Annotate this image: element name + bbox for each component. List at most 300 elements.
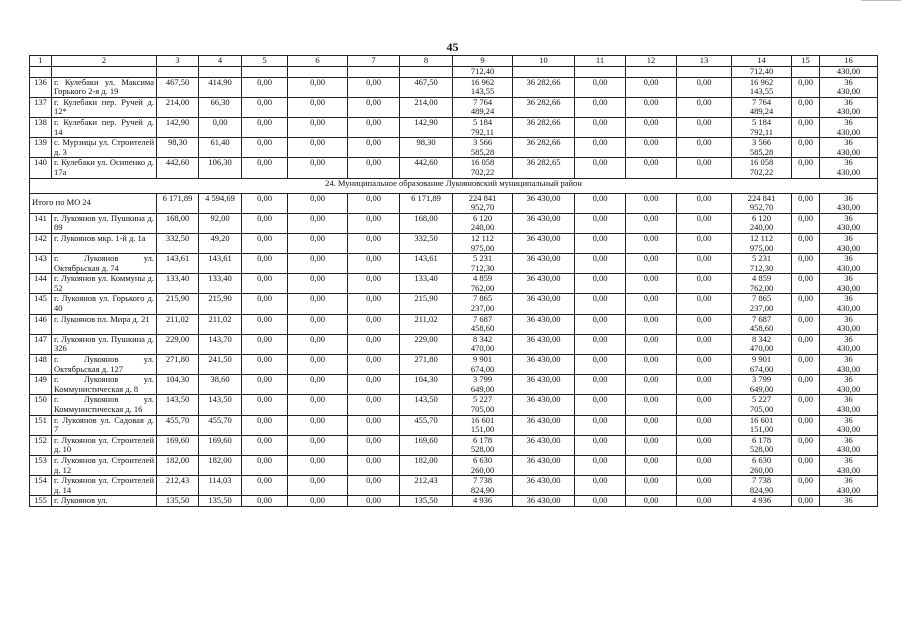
value-cell: 36 430,00 xyxy=(820,415,878,435)
value-cell: 0,00 xyxy=(288,355,348,375)
column-header: 8 xyxy=(400,56,453,67)
value-cell: 36 430,00 xyxy=(513,435,575,455)
value-cell: 0,00 xyxy=(348,233,400,253)
value-cell: 0,00 xyxy=(792,496,820,507)
value-cell: 36 430,00 xyxy=(820,274,878,294)
value-cell: 135,50 xyxy=(157,496,199,507)
value-cell: 0,00 xyxy=(575,395,626,415)
value-cell: 0,00 xyxy=(677,233,732,253)
address-cell: г. Кулебаки пер. Ручей д. 12* xyxy=(52,97,157,117)
carry-cell xyxy=(348,67,400,78)
table-row xyxy=(30,476,878,496)
value-cell: 0,00 xyxy=(792,158,820,178)
row-number: 149 xyxy=(30,375,52,395)
value-cell: 7 687 458,60 xyxy=(732,314,792,334)
table-row xyxy=(30,77,878,97)
value-cell: 36 430,00 xyxy=(513,213,575,233)
value-cell: 0,00 xyxy=(288,213,348,233)
value-cell: 0,00 xyxy=(288,395,348,415)
carry-cell xyxy=(626,67,677,78)
value-cell: 5 184 792,11 xyxy=(453,117,513,137)
address-cell: г. Кулебаки пер. Ручей д. 14 xyxy=(52,117,157,137)
value-cell: 5 227 705,00 xyxy=(453,395,513,415)
total-value: 0,00 xyxy=(348,193,400,213)
address-cell: г. Лукоянов ул. Строителей д. 10 xyxy=(52,435,157,455)
value-cell: 143,50 xyxy=(199,395,242,415)
value-cell: 182,00 xyxy=(199,455,242,475)
value-cell: 211,02 xyxy=(157,314,199,334)
value-cell: 0,00 xyxy=(677,435,732,455)
carry-over-row xyxy=(30,67,878,78)
column-header: 15 xyxy=(792,56,820,67)
address-cell: г. Лукоянов ул. Строителей д. 12 xyxy=(52,455,157,475)
value-cell: 212,43 xyxy=(157,476,199,496)
value-cell: 0,00 xyxy=(792,476,820,496)
value-cell: 271,80 xyxy=(400,355,453,375)
value-cell: 0,00 xyxy=(242,294,288,314)
row-number: 155 xyxy=(30,496,52,507)
value-cell: 0,00 xyxy=(575,415,626,435)
section-title: 24. Муниципальное образование Лукояновский муниципальный район xyxy=(30,178,878,193)
value-cell: 0,00 xyxy=(575,158,626,178)
total-value: 0,00 xyxy=(626,193,677,213)
carry-cell xyxy=(199,67,242,78)
value-cell: 0,00 xyxy=(677,395,732,415)
value-cell: 169,60 xyxy=(400,435,453,455)
address-cell: г. Лукоянов ул. xyxy=(52,496,157,507)
value-cell: 0,00 xyxy=(677,294,732,314)
value-cell: 0,00 xyxy=(242,395,288,415)
value-cell: 0,00 xyxy=(792,294,820,314)
value-cell: 36 430,00 xyxy=(513,294,575,314)
table-row xyxy=(30,334,878,354)
value-cell: 7 687 458,60 xyxy=(453,314,513,334)
value-cell: 214,00 xyxy=(400,97,453,117)
value-cell: 271,80 xyxy=(157,355,199,375)
value-cell: 0,00 xyxy=(348,334,400,354)
value-cell: 0,00 xyxy=(677,274,732,294)
value-cell: 36 430,00 xyxy=(820,314,878,334)
value-cell: 0,00 xyxy=(677,334,732,354)
value-cell: 143,50 xyxy=(400,395,453,415)
value-cell: 7 865 237,00 xyxy=(732,294,792,314)
value-cell: 0,00 xyxy=(288,314,348,334)
value-cell: 215,90 xyxy=(157,294,199,314)
value-cell: 0,00 xyxy=(677,213,732,233)
value-cell: 0,00 xyxy=(575,476,626,496)
value-cell: 6 630 260,00 xyxy=(732,455,792,475)
value-cell: 36 282,66 xyxy=(513,77,575,97)
value-cell: 7 865 237,00 xyxy=(453,294,513,314)
header-row xyxy=(30,56,878,67)
value-cell: 0,00 xyxy=(626,355,677,375)
value-cell: 467,50 xyxy=(400,77,453,97)
value-cell: 38,60 xyxy=(199,375,242,395)
value-cell: 36 430,00 xyxy=(820,158,878,178)
value-cell: 0,00 xyxy=(288,274,348,294)
column-header: 11 xyxy=(575,56,626,67)
table-row xyxy=(30,314,878,334)
value-cell: 215,90 xyxy=(199,294,242,314)
value-cell: 0,00 xyxy=(348,375,400,395)
value-cell: 455,70 xyxy=(400,415,453,435)
table-row xyxy=(30,375,878,395)
total-value: 0,00 xyxy=(288,193,348,213)
value-cell: 0,00 xyxy=(242,97,288,117)
row-number: 154 xyxy=(30,476,52,496)
table-row xyxy=(30,395,878,415)
address-cell: г. Кулебаки ул. Осипенко д. 17а xyxy=(52,158,157,178)
value-cell: 4 859 762,00 xyxy=(732,274,792,294)
value-cell: 36 430,00 xyxy=(820,213,878,233)
value-cell: 143,50 xyxy=(157,395,199,415)
total-value: 0,00 xyxy=(792,193,820,213)
value-cell: 0,00 xyxy=(677,97,732,117)
value-cell: 414,90 xyxy=(199,77,242,97)
table-row xyxy=(30,435,878,455)
value-cell: 0,00 xyxy=(626,254,677,274)
value-cell: 0,00 xyxy=(626,415,677,435)
value-cell: 0,00 xyxy=(792,97,820,117)
value-cell: 36 430,00 xyxy=(820,375,878,395)
value-cell: 36 430,00 xyxy=(513,355,575,375)
value-cell: 16 601 151,00 xyxy=(732,415,792,435)
table-row xyxy=(30,158,878,178)
address-cell: г. Лукоянов ул. Октябрьская д. 127 xyxy=(52,355,157,375)
value-cell: 0,00 xyxy=(242,334,288,354)
value-cell: 6 120 240,00 xyxy=(453,213,513,233)
value-cell: 0,00 xyxy=(792,334,820,354)
value-cell: 0,00 xyxy=(626,334,677,354)
value-cell: 133,40 xyxy=(199,274,242,294)
value-cell: 0,00 xyxy=(348,415,400,435)
value-cell: 442,60 xyxy=(157,158,199,178)
total-value: 0,00 xyxy=(677,193,732,213)
value-cell: 168,00 xyxy=(157,213,199,233)
value-cell: 0,00 xyxy=(626,476,677,496)
value-cell: 455,70 xyxy=(157,415,199,435)
row-number: 153 xyxy=(30,455,52,475)
total-value: 6 171,89 xyxy=(157,193,199,213)
value-cell: 0,00 xyxy=(242,476,288,496)
value-cell: 0,00 xyxy=(288,138,348,158)
value-cell: 0,00 xyxy=(575,496,626,507)
address-cell: г. Кулебаки ул. Максима Горького 2-я д. 19 xyxy=(52,77,157,97)
carry-cell xyxy=(792,67,820,78)
table-row xyxy=(30,213,878,233)
address-cell: г. Лукоянов ул. Коммунистическая д. 16 xyxy=(52,395,157,415)
value-cell: 36 430,00 xyxy=(513,274,575,294)
column-header: 6 xyxy=(288,56,348,67)
value-cell: 0,00 xyxy=(348,476,400,496)
table-row xyxy=(30,117,878,137)
value-cell: 0,00 xyxy=(575,334,626,354)
value-cell: 0,00 xyxy=(242,314,288,334)
value-cell: 16 962 143,55 xyxy=(732,77,792,97)
table-row xyxy=(30,355,878,375)
value-cell: 182,00 xyxy=(157,455,199,475)
value-cell: 0,00 xyxy=(792,314,820,334)
value-cell: 0,00 xyxy=(575,455,626,475)
value-cell: 0,00 xyxy=(288,476,348,496)
total-value: 224 841 952,70 xyxy=(453,193,513,213)
row-number: 136 xyxy=(30,77,52,97)
carry-cell xyxy=(677,67,732,78)
value-cell: 36 282,65 xyxy=(513,158,575,178)
value-cell: 8 342 470,00 xyxy=(453,334,513,354)
value-cell: 0,00 xyxy=(575,314,626,334)
scan-edge-mark xyxy=(861,0,901,4)
page-number: 45 xyxy=(446,40,459,54)
value-cell: 16 601 151,00 xyxy=(453,415,513,435)
value-cell: 0,00 xyxy=(575,254,626,274)
value-cell: 0,00 xyxy=(242,455,288,475)
value-cell: 16 962 143,55 xyxy=(453,77,513,97)
address-cell: г. Лукоянов ул. Садовая д. 7 xyxy=(52,415,157,435)
value-cell: 135,50 xyxy=(199,496,242,507)
value-cell: 5 227 705,00 xyxy=(732,395,792,415)
value-cell: 0,00 xyxy=(575,77,626,97)
value-cell: 61,40 xyxy=(199,138,242,158)
value-cell: 12 112 975,00 xyxy=(453,233,513,253)
total-row xyxy=(30,193,878,213)
value-cell: 0,00 xyxy=(348,138,400,158)
value-cell: 7 764 489,24 xyxy=(732,97,792,117)
table-row xyxy=(30,274,878,294)
value-cell: 0,00 xyxy=(242,213,288,233)
row-number: 143 xyxy=(30,254,52,274)
column-header: 1 xyxy=(30,56,52,67)
value-cell: 0,00 xyxy=(677,158,732,178)
carry-cell xyxy=(400,67,453,78)
carry-cell xyxy=(513,67,575,78)
column-header: 14 xyxy=(732,56,792,67)
carry-cell xyxy=(30,67,52,78)
value-cell: 143,70 xyxy=(199,334,242,354)
value-cell: 229,00 xyxy=(400,334,453,354)
column-header: 2 xyxy=(52,56,157,67)
value-cell: 36 430,00 xyxy=(513,375,575,395)
value-cell: 0,00 xyxy=(792,455,820,475)
value-cell: 0,00 xyxy=(242,375,288,395)
value-cell: 16 058 702,22 xyxy=(732,158,792,178)
table-row xyxy=(30,496,878,507)
value-cell: 0,00 xyxy=(288,334,348,354)
value-cell: 0,00 xyxy=(792,395,820,415)
total-value: 4 594,69 xyxy=(199,193,242,213)
table-row xyxy=(30,254,878,274)
value-cell: 0,00 xyxy=(348,395,400,415)
value-cell: 3 566 585,28 xyxy=(732,138,792,158)
value-cell: 5 231 712,30 xyxy=(453,254,513,274)
value-cell: 36 430,00 xyxy=(820,138,878,158)
value-cell: 0,00 xyxy=(242,233,288,253)
value-cell: 0,00 xyxy=(575,355,626,375)
row-number: 137 xyxy=(30,97,52,117)
value-cell: 98,30 xyxy=(400,138,453,158)
value-cell: 0,00 xyxy=(575,138,626,158)
value-cell: 8 342 470,00 xyxy=(732,334,792,354)
value-cell: 0,00 xyxy=(677,476,732,496)
value-cell: 0,00 xyxy=(288,455,348,475)
value-cell: 36 430,00 xyxy=(513,455,575,475)
value-cell: 0,00 xyxy=(677,138,732,158)
column-header: 13 xyxy=(677,56,732,67)
value-cell: 0,00 xyxy=(626,77,677,97)
address-cell: г. Лукоянов ул. Коммуны д. 52 xyxy=(52,274,157,294)
value-cell: 114,03 xyxy=(199,476,242,496)
value-cell: 0,00 xyxy=(677,355,732,375)
table-row xyxy=(30,455,878,475)
value-cell: 0,00 xyxy=(626,435,677,455)
value-cell: 9 901 674,00 xyxy=(732,355,792,375)
value-cell: 0,00 xyxy=(242,415,288,435)
value-cell: 4 936 xyxy=(732,496,792,507)
value-cell: 0,00 xyxy=(626,395,677,415)
total-value: 6 171,89 xyxy=(400,193,453,213)
section-row xyxy=(30,178,878,193)
value-cell: 0,00 xyxy=(792,254,820,274)
value-cell: 143,61 xyxy=(400,254,453,274)
value-cell: 0,00 xyxy=(792,355,820,375)
value-cell: 36 282,66 xyxy=(513,97,575,117)
value-cell: 4 859 762,00 xyxy=(453,274,513,294)
value-cell: 7 764 489,24 xyxy=(453,97,513,117)
value-cell: 169,60 xyxy=(199,435,242,455)
value-cell: 36 430,00 xyxy=(513,395,575,415)
value-cell: 36 xyxy=(820,496,878,507)
address-cell: г. Лукоянов ул. Строителей д. 14 xyxy=(52,476,157,496)
value-cell: 36 430,00 xyxy=(820,334,878,354)
value-cell: 0,00 xyxy=(348,77,400,97)
value-cell: 0,00 xyxy=(677,375,732,395)
value-cell: 0,00 xyxy=(677,415,732,435)
column-header: 3 xyxy=(157,56,199,67)
value-cell: 0,00 xyxy=(792,117,820,137)
row-number: 144 xyxy=(30,274,52,294)
total-label: Итого по МО 24 xyxy=(30,193,157,213)
value-cell: 92,00 xyxy=(199,213,242,233)
value-cell: 169,60 xyxy=(157,435,199,455)
value-cell: 0,00 xyxy=(348,158,400,178)
value-cell: 0,00 xyxy=(348,254,400,274)
value-cell: 0,00 xyxy=(575,274,626,294)
value-cell: 66,30 xyxy=(199,97,242,117)
value-cell: 36 430,00 xyxy=(820,395,878,415)
value-cell: 6 630 260,00 xyxy=(453,455,513,475)
value-cell: 0,00 xyxy=(677,496,732,507)
row-number: 142 xyxy=(30,233,52,253)
total-value: 0,00 xyxy=(242,193,288,213)
value-cell: 0,00 xyxy=(242,355,288,375)
value-cell: 143,61 xyxy=(157,254,199,274)
value-cell: 36 430,00 xyxy=(513,476,575,496)
value-cell: 36 282,66 xyxy=(513,117,575,137)
value-cell: 36 430,00 xyxy=(820,77,878,97)
value-cell: 9 901 674,00 xyxy=(453,355,513,375)
row-number: 145 xyxy=(30,294,52,314)
value-cell: 36 430,00 xyxy=(820,294,878,314)
value-cell: 0,00 xyxy=(242,435,288,455)
value-cell: 5 231 712,30 xyxy=(732,254,792,274)
carry-cell: 712,40 xyxy=(732,67,792,78)
row-number: 141 xyxy=(30,213,52,233)
value-cell: 0,00 xyxy=(288,435,348,455)
value-cell: 467,50 xyxy=(157,77,199,97)
value-cell: 0,00 xyxy=(677,77,732,97)
table-row xyxy=(30,233,878,253)
carry-cell xyxy=(242,67,288,78)
value-cell: 211,02 xyxy=(400,314,453,334)
row-number: 150 xyxy=(30,395,52,415)
value-cell: 3 799 649,00 xyxy=(732,375,792,395)
total-value: 36 430,00 xyxy=(513,193,575,213)
value-cell: 3 566 585,28 xyxy=(453,138,513,158)
value-cell: 0,00 xyxy=(575,375,626,395)
value-cell: 36 430,00 xyxy=(820,97,878,117)
value-cell: 0,00 xyxy=(242,138,288,158)
column-header: 10 xyxy=(513,56,575,67)
value-cell: 0,00 xyxy=(288,77,348,97)
value-cell: 7 738 824,90 xyxy=(732,476,792,496)
row-number: 152 xyxy=(30,435,52,455)
value-cell: 0,00 xyxy=(677,117,732,137)
row-number: 140 xyxy=(30,158,52,178)
value-cell: 142,90 xyxy=(157,117,199,137)
value-cell: 36 430,00 xyxy=(820,476,878,496)
value-cell: 0,00 xyxy=(575,294,626,314)
value-cell: 7 738 824,90 xyxy=(453,476,513,496)
value-cell: 0,00 xyxy=(626,375,677,395)
row-number: 139 xyxy=(30,138,52,158)
value-cell: 0,00 xyxy=(575,435,626,455)
value-cell: 133,40 xyxy=(157,274,199,294)
value-cell: 0,00 xyxy=(626,455,677,475)
value-cell: 12 112 975,00 xyxy=(732,233,792,253)
value-cell: 36 430,00 xyxy=(820,435,878,455)
value-cell: 135,50 xyxy=(400,496,453,507)
value-cell: 0,00 xyxy=(626,496,677,507)
value-cell: 36 282,66 xyxy=(513,138,575,158)
value-cell: 106,30 xyxy=(199,158,242,178)
value-cell: 36 430,00 xyxy=(820,355,878,375)
value-cell: 0,00 xyxy=(626,294,677,314)
value-cell: 0,00 xyxy=(348,455,400,475)
carry-cell xyxy=(157,67,199,78)
value-cell: 0,00 xyxy=(348,435,400,455)
address-cell: г. Лукоянов ул. Коммунистическая д. 8 xyxy=(52,375,157,395)
value-cell: 36 430,00 xyxy=(513,233,575,253)
value-cell: 168,00 xyxy=(400,213,453,233)
value-cell: 0,00 xyxy=(792,415,820,435)
address-cell: г. Лукоянов ул. Горького д. 40 xyxy=(52,294,157,314)
value-cell: 0,00 xyxy=(575,97,626,117)
row-number: 147 xyxy=(30,334,52,354)
value-cell: 0,00 xyxy=(348,274,400,294)
value-cell: 36 430,00 xyxy=(513,334,575,354)
column-header: 5 xyxy=(242,56,288,67)
value-cell: 0,00 xyxy=(626,158,677,178)
value-cell: 211,02 xyxy=(199,314,242,334)
value-cell: 104,30 xyxy=(400,375,453,395)
column-header: 7 xyxy=(348,56,400,67)
address-cell: г. Лукоянов ул. Пушкина д. 89 xyxy=(52,213,157,233)
value-cell: 0,00 xyxy=(348,294,400,314)
row-number: 148 xyxy=(30,355,52,375)
value-cell: 0,00 xyxy=(792,233,820,253)
row-number: 138 xyxy=(30,117,52,137)
address-cell: г. Лукоянов ул. Октябрьская д. 74 xyxy=(52,254,157,274)
